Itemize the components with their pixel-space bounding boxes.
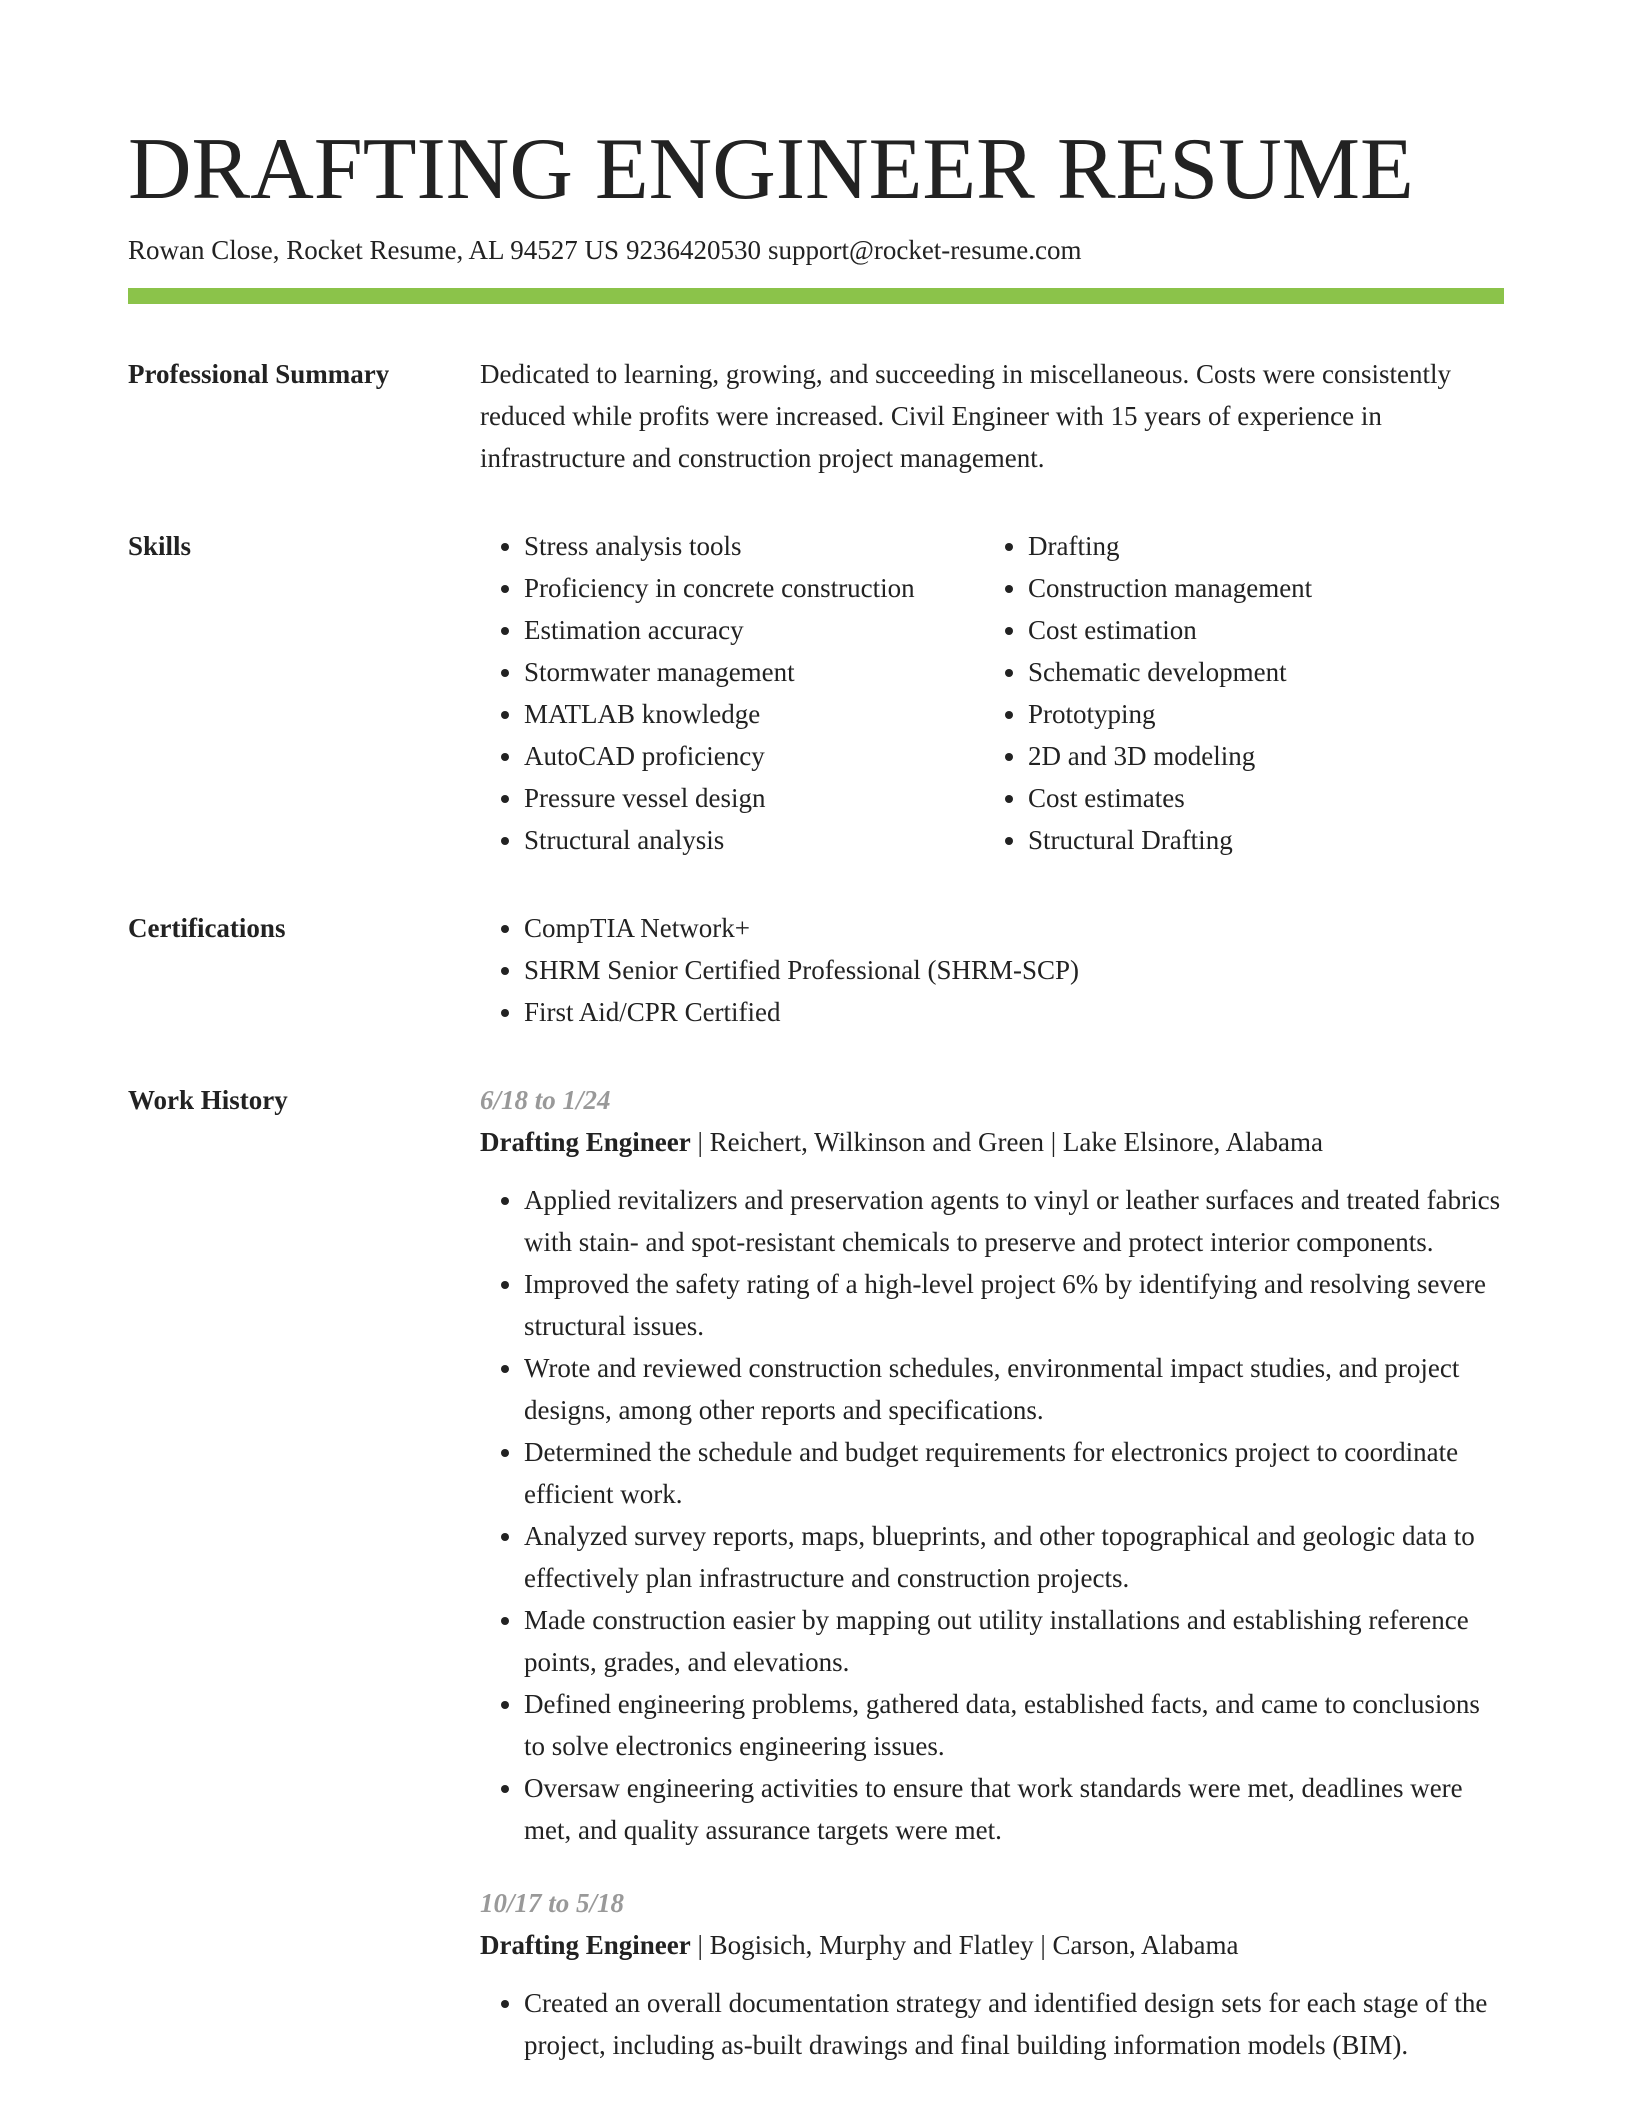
job-bullet: • Made construction easier by mapping out utility installations and establishing reference points, grades, and elevations. [524,1599,1504,1683]
skill-item: • Stress analysis tools [524,525,984,567]
job-dates: 10/17 to 5/18 [480,1888,625,1918]
contact-email: support@rocket-resume.com [767,235,1082,265]
resume-title: DRAFTING ENGINEER RESUME [128,121,1414,218]
skill-item: • Estimation accuracy [524,609,984,651]
section-label-certifications: Certifications [128,913,286,943]
job-bullets [480,1179,1504,1851]
skills-grid [480,525,1504,861]
certification-item: • SHRM Senior Certified Professional (SHRM-SCP) [524,949,1504,991]
skill-item: • Structural Drafting [1028,819,1312,861]
job-entry [480,1079,1504,1851]
skill-item: • Prototyping [1028,693,1312,735]
skill-item: • Schematic development [1028,651,1312,693]
certifications-body [480,907,1504,1033]
skills-column-1 [480,525,984,861]
section-label-work: Work History [128,1085,288,1115]
section-label-skills: Skills [128,531,192,561]
certification-item: • First Aid/CPR Certified [524,991,1504,1033]
job-heading [480,1121,1504,1163]
skill-item: • Pressure vessel design [524,777,984,819]
skill-item: • MATLAB knowledge [524,693,984,735]
job-bullets [480,1982,1504,2066]
certifications-section [128,907,1504,1033]
job-entry [480,1882,1504,2066]
skill-item: • Stormwater management [524,651,984,693]
skill-item: • Cost estimates [1028,777,1312,819]
job-bullet: • Determined the schedule and budget requirements for electronics project to coordinate efficient work. [524,1431,1504,1515]
skill-item: • Cost estimation [1028,609,1312,651]
skill-item: • Structural analysis [524,819,984,861]
job-bullet: • Oversaw engineering activities to ensure that work standards were met, deadlines were met, and quality assurance targets were met. [524,1767,1504,1851]
contact-phone: 9236420530 [625,235,761,265]
job-role: Drafting Engineer [480,1127,691,1157]
contact-line [128,232,1504,268]
job-bullet: • Defined engineering problems, gathered data, established facts, and came to conclusions to solve electronics engineering issues. [524,1683,1504,1767]
job-role: Drafting Engineer [480,1930,691,1960]
certifications-list [480,907,1504,1033]
skill-item: • Drafting [1028,525,1312,567]
certification-item: • CompTIA Network+ [524,907,1504,949]
resume-page [128,120,1504,2097]
job-dates: 6/18 to 1/24 [480,1085,611,1115]
contact-address: Rowan Close, Rocket Resume, AL 94527 US [128,235,619,265]
skill-item: • Construction management [1028,567,1312,609]
work-body [480,1079,1504,2097]
job-bullet: • Improved the safety rating of a high-level project 6% by identifying and resolving severe structural issues. [524,1263,1504,1347]
job-bullet: • Wrote and reviewed construction schedules, environmental impact studies, and project designs, among other reports and specifications. [524,1347,1504,1431]
summary-text: Dedicated to learning, growing, and succeeding in miscellaneous. Costs were consistently reduced while profits were increased. Civil Engineer with 15 years of experience in infrastructure and construction project management. [480,359,1451,473]
job-heading [480,1924,1504,1966]
summary-section [128,353,1504,479]
skills-column-2 [984,525,1312,861]
skill-item: • 2D and 3D modeling [1028,735,1312,777]
skills-section [128,525,1504,861]
accent-divider [128,288,1504,304]
job-employer-location: | Bogisich, Murphy and Flatley | Carson, Alabama [690,1930,1239,1960]
skills-body [480,525,1504,861]
job-bullet: • Created an overall documentation strategy and identified design sets for each stage of the project, including as-built drawings and final building information models (BIM). [524,1982,1504,2066]
summary-body [480,353,1504,479]
job-bullet: • Analyzed survey reports, maps, blueprints, and other topographical and geologic data to effectively plan infrastructure and construction projects. [524,1515,1504,1599]
skill-item: • AutoCAD proficiency [524,735,984,777]
skill-item: • Proficiency in concrete construction [524,567,984,609]
section-label-summary: Professional Summary [128,359,390,389]
work-section [128,1079,1504,2097]
job-employer-location: | Reichert, Wilkinson and Green | Lake Elsinore, Alabama [690,1127,1324,1157]
job-bullet: • Applied revitalizers and preservation agents to vinyl or leather surfaces and treated fabrics with stain- and spot-resistant chemicals to preserve and protect interior components. [524,1179,1504,1263]
